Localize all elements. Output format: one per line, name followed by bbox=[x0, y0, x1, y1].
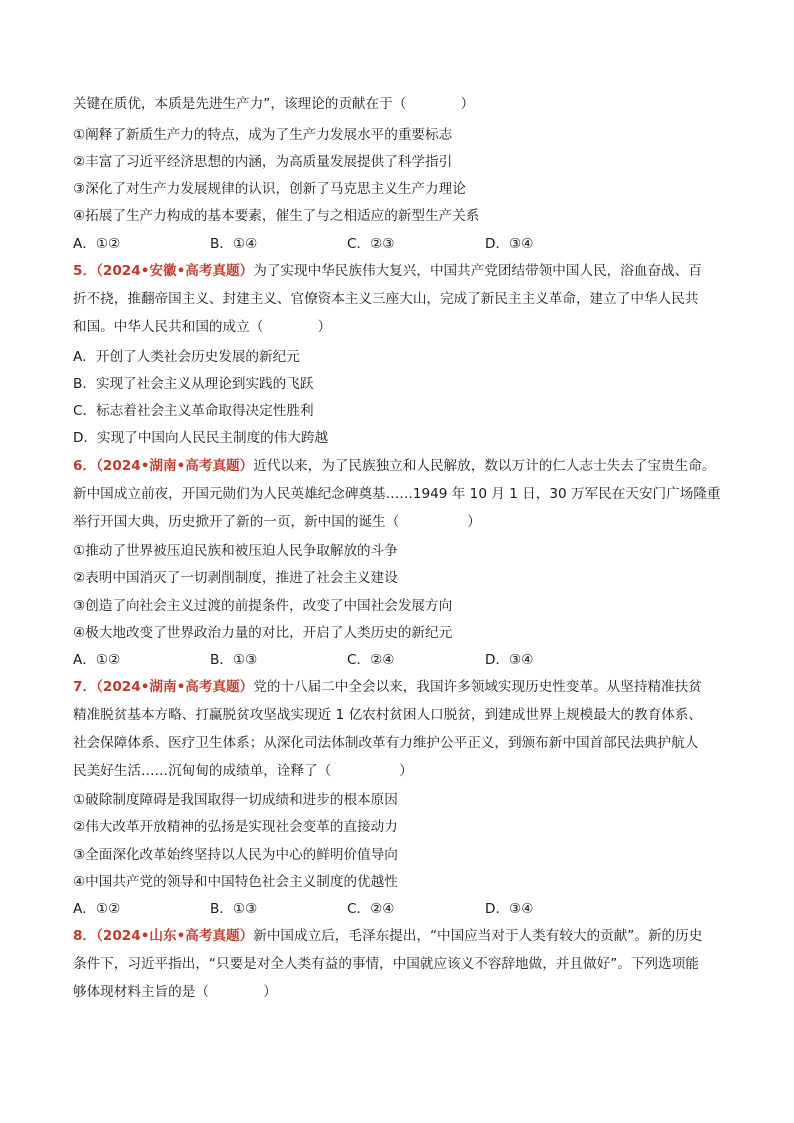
q4-option-b: B．①④ bbox=[210, 236, 258, 252]
q8-number: 8． bbox=[73, 928, 97, 944]
q5-option-c: C．标志着社会主义革命取得决定性胜利 bbox=[73, 403, 314, 419]
q4-stem-tail: 关键在质优，本质是先进生产力”，该理论的贡献在于（ ） bbox=[73, 96, 475, 112]
q7-source-tag: （2024•湖南•高考真题） bbox=[96, 679, 254, 695]
q4-item-4: ④拓展了生产力构成的基本要素，催生了与之相适应的新型生产关系 bbox=[73, 208, 480, 224]
q7-option-b: B．①③ bbox=[210, 901, 258, 917]
q7-item-4: ④中国共产党的领导和中国特色社会主义制度的优越性 bbox=[73, 874, 398, 890]
q6-source-tag: （2024•湖南•高考真题） bbox=[96, 458, 254, 474]
q6-number: 6． bbox=[73, 458, 97, 474]
q7-stem-line-3: 社会保障体系、医疗卫生体系；从深化司法体制改革有力维护公平正义，到颁布新中国首部民法典护航人 bbox=[73, 735, 699, 751]
q6-item-3: ③创造了向社会主义过渡的前提条件，改变了中国社会发展方向 bbox=[73, 598, 453, 614]
q8-stem-line-2: 条件下，习近平指出，“只要是对全人类有益的事情，中国就应该义不容辞地做，并且做好”。下列选项能 bbox=[73, 956, 699, 972]
q6-stem-text-1: 近代以来，为了民族独立和人民解放，数以万计的仁人志士失去了宝贵生命。 bbox=[253, 458, 716, 474]
q6-item-2: ②表明中国消灭了一切剥削制度，推进了社会主义建设 bbox=[73, 570, 398, 586]
q5-stem-line-3: 和国。中华人民共和国的成立（ ） bbox=[73, 319, 332, 335]
q5-option-a: A．开创了人类社会历史发展的新纪元 bbox=[73, 349, 300, 365]
q5-stem-text-1: 为了实现中华民族伟大复兴，中国共产党团结带领中国人民，浴血奋战、百 bbox=[253, 263, 702, 279]
q7-option-c: C．②④ bbox=[347, 901, 395, 917]
q7-item-2: ②伟大改革开放精神的弘扬是实现社会变革的直接动力 bbox=[73, 819, 398, 835]
q6-option-a: A．①② bbox=[73, 652, 121, 668]
q5-source-tag: （2024•安徽•高考真题） bbox=[96, 263, 254, 279]
q6-stem-line-3: 举行开国大典，历史掀开了新的一页，新中国的诞生（ ） bbox=[73, 514, 481, 530]
q6-stem-line-1 bbox=[73, 457, 715, 475]
q6-option-c: C．②④ bbox=[347, 652, 395, 668]
q7-stem-line-4: 民美好生活……沉甸甸的成绩单，诠释了（ ） bbox=[73, 763, 413, 779]
q4-option-a: A．①② bbox=[73, 236, 121, 252]
q6-item-1: ①推动了世界被压迫民族和被压迫人民争取解放的斗争 bbox=[73, 543, 398, 559]
q6-option-d: D．③④ bbox=[485, 652, 534, 668]
q4-option-d: D．③④ bbox=[485, 236, 534, 252]
q6-item-4: ④极大地改变了世界政治力量的对比，开启了人类历史的新纪元 bbox=[73, 625, 453, 641]
q5-option-b: B．实现了社会主义从理论到实践的飞跃 bbox=[73, 376, 314, 392]
q6-stem-line-2: 新中国成立前夜，开国元勋们为人民英雄纪念碑奠基……1949 年 10 月 1 日，30 万军民在天安门广场隆重 bbox=[73, 486, 721, 502]
q7-number: 7． bbox=[73, 679, 97, 695]
q5-stem-line-2: 折不挠，推翻帝国主义、封建主义、官僚资本主义三座大山，完成了新民主主义革命，建立了中华人民共 bbox=[73, 291, 699, 307]
q7-option-d: D．③④ bbox=[485, 901, 534, 917]
q8-stem-text-1: 新中国成立后，毛泽东提出，“中国应当对于人类有较大的贡献”。新的历史 bbox=[253, 928, 703, 944]
q8-source-tag: （2024•山东•高考真题） bbox=[96, 928, 254, 944]
q8-stem-line-1 bbox=[73, 927, 702, 945]
q5-option-d: D．实现了中国向人民民主制度的伟大跨越 bbox=[73, 430, 329, 446]
q7-item-1: ①破除制度障碍是我国取得一切成绩和进步的根本原因 bbox=[73, 792, 398, 808]
q8-stem-line-3: 够体现材料主旨的是（ ） bbox=[73, 984, 277, 1000]
q7-stem-line-1 bbox=[73, 678, 702, 696]
q7-option-a: A．①② bbox=[73, 901, 121, 917]
q5-stem-line-1 bbox=[73, 262, 702, 280]
q7-stem-text-1: 党的十八届二中全会以来，我国许多领域实现历史性变革。从坚持精准扶贫 bbox=[253, 679, 702, 695]
q7-stem-line-2: 精准脱贫基本方略、打赢脱贫攻坚战实现近 1 亿农村贫困人口脱贫，到建成世界上规模最大的教育体系、 bbox=[73, 707, 703, 723]
q4-item-3: ③深化了对生产力发展规律的认识，创新了马克思主义生产力理论 bbox=[73, 181, 466, 197]
q7-item-3: ③全面深化改革始终坚持以人民为中心的鲜明价值导向 bbox=[73, 847, 398, 863]
q6-option-b: B．①③ bbox=[210, 652, 258, 668]
q4-item-1: ①阐释了新质生产力的特点，成为了生产力发展水平的重要标志 bbox=[73, 127, 453, 143]
q4-item-2: ②丰富了习近平经济思想的内涵，为高质量发展提供了科学指引 bbox=[73, 154, 453, 170]
q4-option-c: C．②③ bbox=[347, 236, 395, 252]
q5-number: 5． bbox=[73, 263, 97, 279]
